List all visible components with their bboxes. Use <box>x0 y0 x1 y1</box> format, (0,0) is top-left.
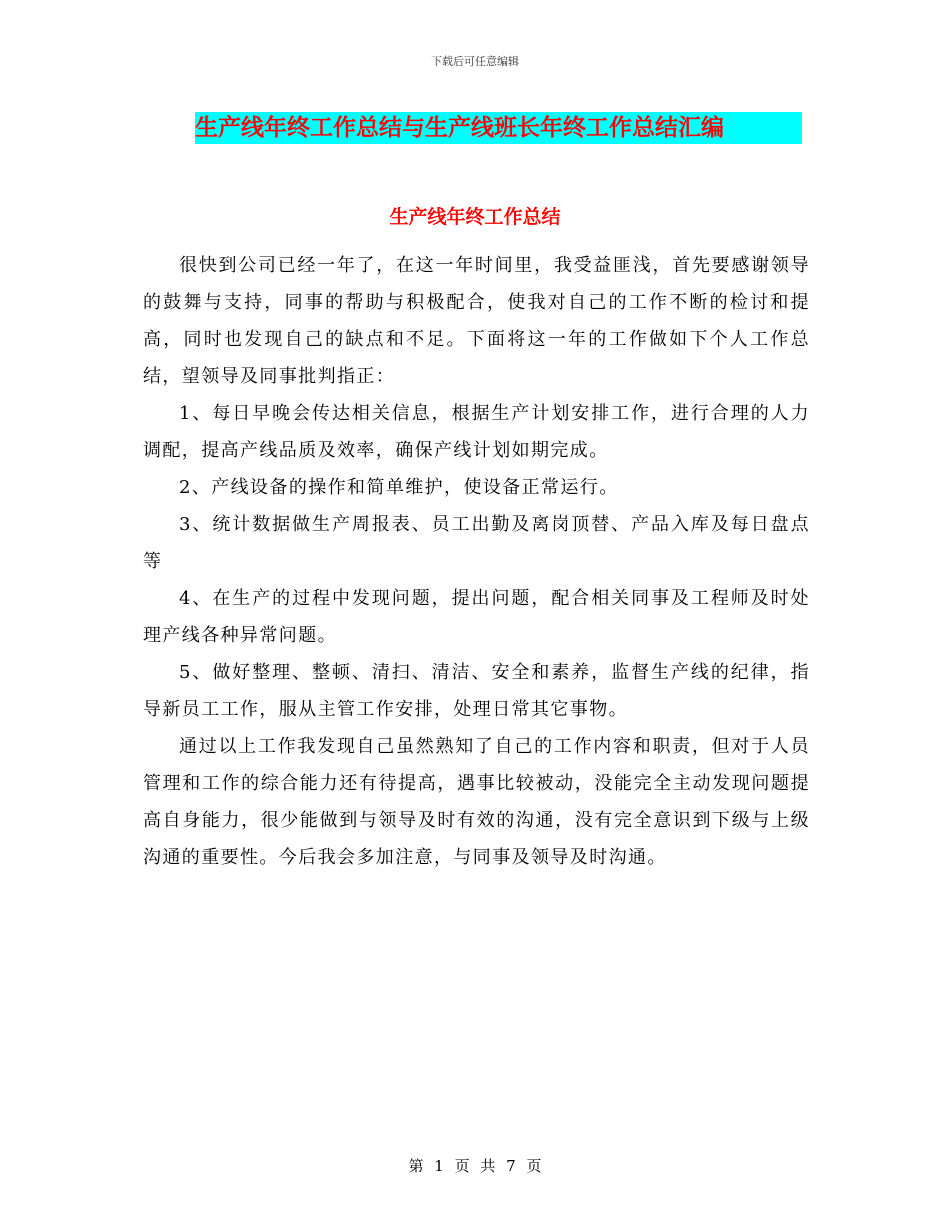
document-body <box>143 247 810 876</box>
page-footer: 第 1 页 共 7 页 <box>408 1157 542 1175</box>
section-title: 生产线年终工作总结 <box>389 206 561 228</box>
paragraph-intro: 很快到公司已经一年了，在这一年时间里，我受益匪浅，首先要感谢领导的鼓舞与支持，同事的帮助与积极配合，使我对自己的工作不断的检讨和提高，同时也发现自己的缺点和不足。下面将这一年的工作做如下个人工作总结，望领导及同事批判指正： <box>143 255 810 387</box>
paragraph-item-4: 4、在生产的过程中发现问题，提出问题，配合相关同事及工程师及时处理产线各种异常问题。 <box>143 588 810 646</box>
document-title: 生产线年终工作总结与生产线班长年终工作总结汇编 <box>195 112 802 144</box>
paragraph-item-5: 5、做好整理、整顿、清扫、清洁、安全和素养，监督生产线的纪律，指导新员工工作，服从主管工作安排，处理日常其它事物。 <box>143 662 810 720</box>
paragraph-conclusion: 通过以上工作我发现自己虽然熟知了自己的工作内容和职责，但对于人员管理和工作的综合能力还有待提高，遇事比较被动，没能完全主动发现问题提高自身能力，很少能做到与领导及时有效的沟通，没有完全意识到下级与上级沟通的重要性。今后我会多加注意，与同事及领导及时沟通。 <box>143 736 810 868</box>
paragraph-item-1: 1、每日早晚会传达相关信息，根据生产计划安排工作，进行合理的人力调配，提高产线品质及效率，确保产线计划如期完成。 <box>143 403 810 461</box>
header-note: 下载后可任意编辑 <box>431 55 519 68</box>
paragraph-item-2: 2、产线设备的操作和简单维护，使设备正常运行。 <box>179 477 619 498</box>
paragraph-item-3: 3、统计数据做生产周报表、员工出勤及离岗顶替、产品入库及每日盘点等 <box>143 514 810 572</box>
